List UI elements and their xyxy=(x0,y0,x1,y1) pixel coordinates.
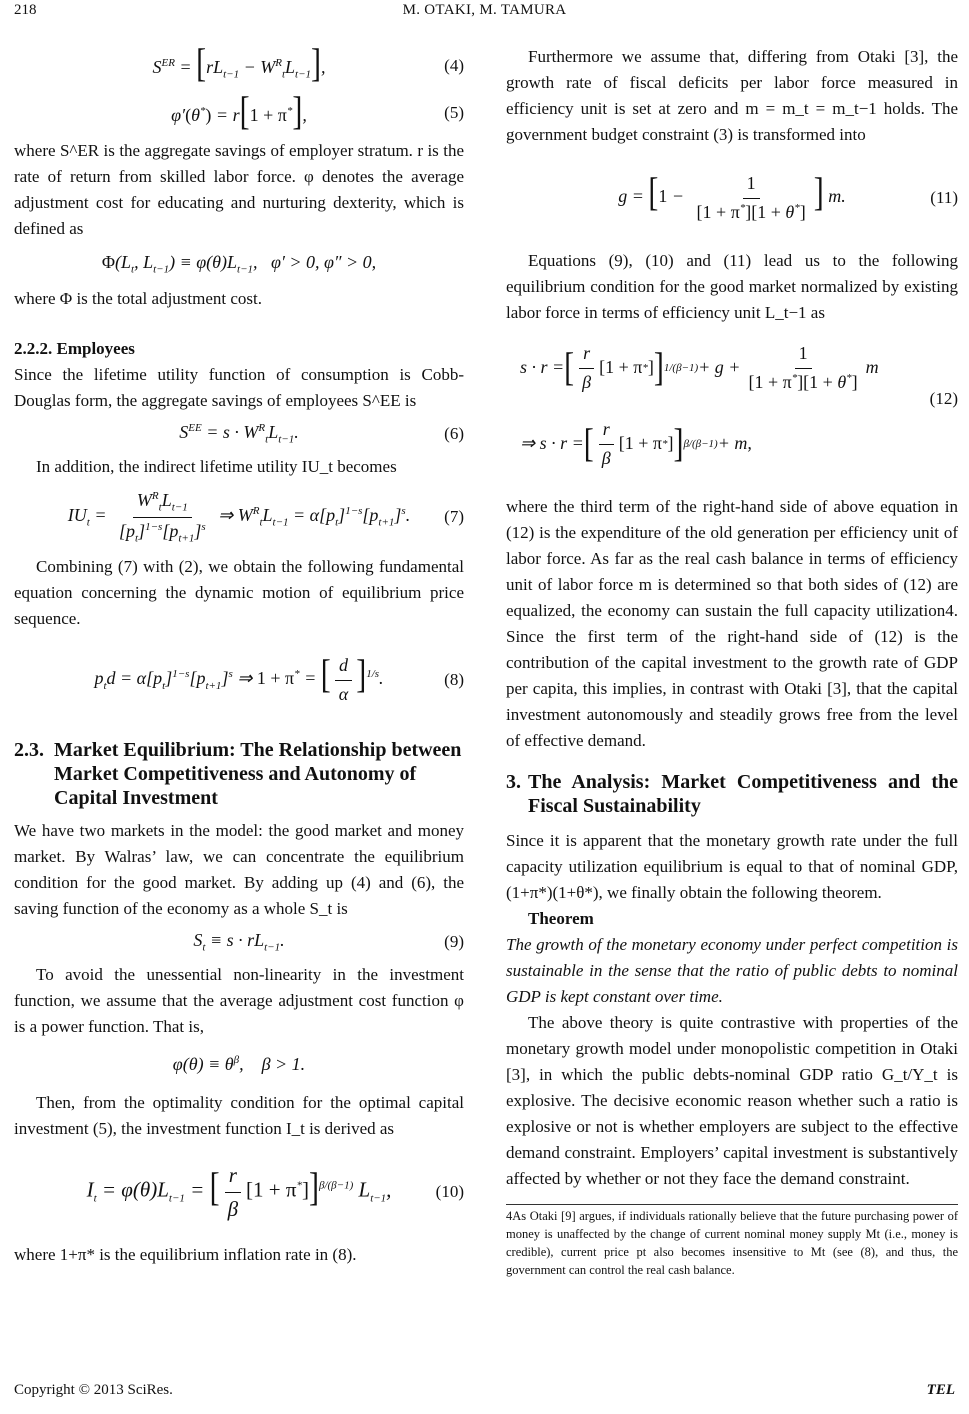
paragraph: Since it is apparent that the monetary growth rate under the full capacity utilization equilibrium is equal to that of nominal GDP, (1+π*)(1+θ*), we finally obtain the following theorem. xyxy=(506,831,958,902)
footnote-rule xyxy=(506,1204,958,1205)
equation-6: $S^{EE} = s \cdot W^R_tL_{t-1}$. (6) xyxy=(179,422,464,446)
copyright: Copyright © 2013 SciRes. xyxy=(14,1382,173,1398)
page-header xyxy=(0,0,969,30)
equation-adjustment-cost: $\Phi(L_t$, $L_{t-1}) \equiv \varphi(\theta)L_{t-1}$, φ′ > 0, φ″ > 0, xyxy=(101,252,377,276)
paragraph: Equations (9), (10) and (11) lead us to the following equilibrium condition for the good market normalized by existing labor force in terms of efficiency unit L_t−1 as xyxy=(506,251,958,322)
page-footer xyxy=(0,1382,969,1404)
left-column xyxy=(14,40,464,1268)
section-number: 3. xyxy=(506,771,521,793)
equation-11: g = [1 − $\frac{1}{[1 + \pi^*][1 + \theta^*]}$ ] m. (11) xyxy=(618,170,958,222)
running-head: M. OTAKI, M. TAMURA xyxy=(402,2,567,18)
paragraph: where Φ is the total adjustment cost. xyxy=(14,289,263,308)
equation-number: (5) xyxy=(444,103,464,122)
paragraph: where S^ER is the aggregate savings of employer stratum. r is the rate of return from skilled labor force. φ denotes the average adjustment cost for educating and nurturing dexterity, which is defined as xyxy=(14,141,464,238)
section-heading-2-3 xyxy=(14,738,464,810)
paragraph: Furthermore we assume that, differing from Otaki [3], the growth rate of fiscal deficits per labor force measured in efficiency unit is set at zero and m = m_t = m_t−1 holds. The government budget constraint (3) is transformed into xyxy=(506,47,958,144)
paragraph: In addition, the indirect lifetime utility IU_t becomes xyxy=(36,457,397,476)
equation-10: $I_t = \varphi(\theta)L_{t-1}$ = [ $\frac{r}{\beta}$ [1 + π*]]$^{\beta/(\beta-1)}$ $L_{t-1}$, (10) xyxy=(14,1142,464,1242)
equation-9: $S_t \equiv s \cdot rL_{t-1}$. (9) xyxy=(193,930,464,954)
equation-number: (6) xyxy=(444,424,464,443)
paragraph: where the third term of the right-hand side of above equation in (12) is the expenditure of the old generation per efficiency unit of labor force. As far as the real cash balance in terms of efficiency unit of labor force m is determined so that both sides of (12) are equalized, the economy can sustain the full capacity utilization4. Since the first term of the right-hand side of (12) is the contribution of the capital investment to the growth rate of GDP per capita, this implies, in contrast with Otaki [3], that the capital investment autonomously and steadily grows free from the level of effective demand. xyxy=(506,497,958,750)
paragraph: We have two markets in the model: the good market and money market. By Walras’ law, we can concentrate the equilibrium condition for the good market. By adding up (4) and (6), the saving function of the economy as a whole S_t is xyxy=(14,821,464,918)
equation-12: s · r = [ $\frac{r}{\beta}$ [1 + π * ] ] 1/(β−1) + g + $\frac{1}{[1 + \pi^*][1 + \theta^*]}$ m ⇒ s · r = [ $\frac{r}{\beta}$ [1 + π * ] ] β/(β−1) + m, (12) xyxy=(506,326,958,486)
footnote: 4As Otaki [9] argues, if individuals rationally believe that the future purchasing power of money is unaffected by the change of current nominal money supply Mt (i.e., money is credible), current price pt also becomes insensitive to Mt (see (8), and thus, the government can control the real cash balance. xyxy=(506,1209,958,1278)
equation-8: $p_td = \alpha[p_t]^{1-s}[p_{t+1}]^s$ ⇒ 1 + π* = [ $\frac{d}{\alpha}$ ]$^{1/s}$. (8) xyxy=(94,652,464,704)
section-number: 2.3. xyxy=(14,739,44,761)
section-title: The Analysis: Market Competitiveness and the Fiscal Sustainability xyxy=(528,771,958,817)
theorem-title: Theorem xyxy=(528,909,594,928)
equation-7: $IU_t$ = $\frac{W^R_tL_{t-1}}{[p_t]^{1-s}[p_{t+1}]^s}$ ⇒ $W^R_tL_{t-1} = \alpha[p_t]^{1-s}[p_{t+1}]^s$. (7) xyxy=(14,480,464,554)
paragraph: Since the lifetime utility function of consumption is Cobb-Douglas form, the aggregate savings of employees S^EE is xyxy=(14,365,464,410)
journal-name: TEL xyxy=(926,1382,955,1398)
equation-number: (12) xyxy=(929,389,958,408)
equation-power-function: $\varphi(\theta) \equiv \theta^\beta$, β > 1. xyxy=(172,1054,306,1075)
section-title: Market Equilibrium: The Relationship between Market Competitiveness and Autonomy of Capital Investment xyxy=(54,739,462,809)
equation-number: (9) xyxy=(444,932,464,951)
equation-number: (4) xyxy=(444,56,464,75)
subsection-heading: 2.2.2. Employees xyxy=(14,339,135,358)
paragraph: Then, from the optimality condition for the optimal capital investment (5), the investment function I_t is derived as xyxy=(14,1093,464,1138)
right-column xyxy=(506,44,958,1280)
page-number: 218 xyxy=(14,2,37,18)
paragraph: To avoid the unessential non-linearity in the investment function, we assume that the average adjustment cost function φ is a power function. That is, xyxy=(14,965,464,1036)
theorem-body: The growth of the monetary economy under perfect competition is sustainable in the sense that the ratio of public debts to nominal GDP is kept constant over time. xyxy=(506,935,958,1006)
equation-number: (8) xyxy=(444,670,464,689)
equation-number: (10) xyxy=(435,1182,464,1201)
equation-number: (7) xyxy=(444,507,464,526)
equation-5: φ′(θ*) = r[1 + π*], (5) xyxy=(171,88,464,134)
section-heading-3 xyxy=(506,770,958,818)
equation-4: $S^{ER} = [rL_{t-1} - W^R_tL_{t-1}]$, (4) xyxy=(152,40,464,86)
paragraph: Combining (7) with (2), we obtain the following fundamental equation concerning the dynamic motion of equilibrium price sequence. xyxy=(14,557,464,628)
paragraph: The above theory is quite contrastive with properties of the monetary growth model under monopolistic competition in Otaki [3], in which the public debts-nominal GDP ratio G_t/Y_t is explosive. The decisive economic reason whether such a ratio is explosive or not is whether employers are subject to the effective demand constraint. Employers’ capital investment is substantively affected by whether or not they face the demand constraint. xyxy=(506,1013,958,1188)
paragraph: where 1+π* is the equilibrium inflation rate in (8). xyxy=(14,1245,357,1264)
equation-number: (11) xyxy=(930,188,958,207)
